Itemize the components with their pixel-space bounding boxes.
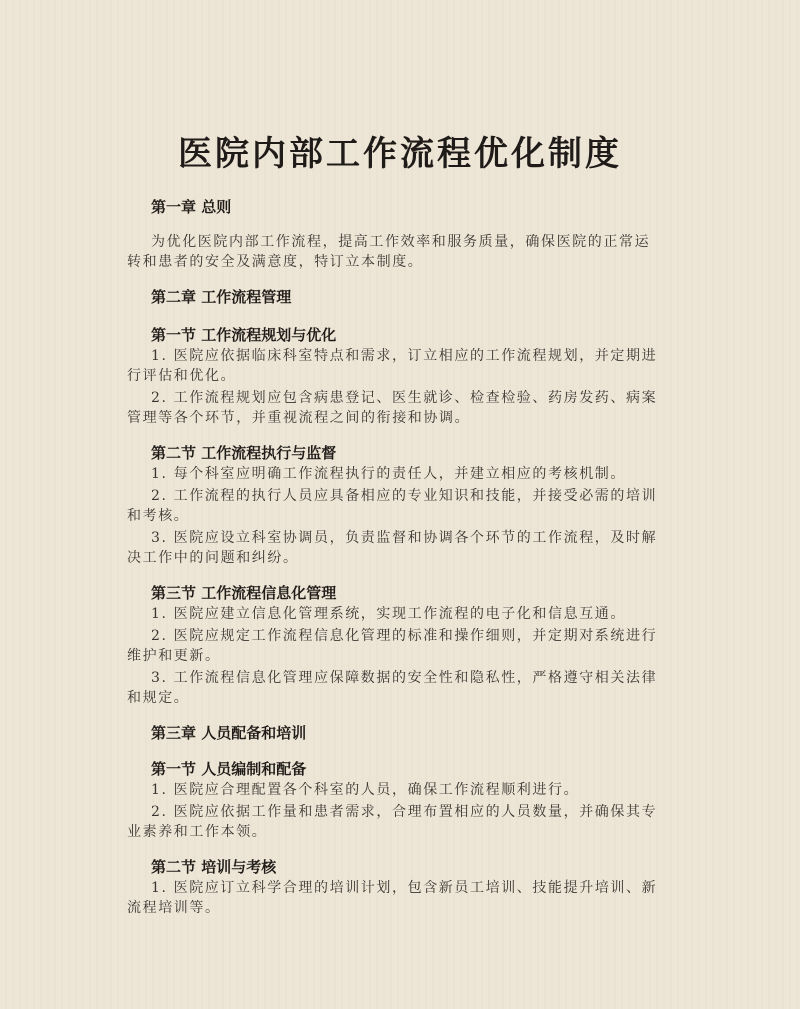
section-heading: 第二节 培训与考核	[151, 858, 277, 876]
chapter-heading: 第一章 总则	[151, 198, 232, 216]
paragraph: 为优化医院内部工作流程，提高工作效率和服务质量，确保医院的正常运转和患者的安全及满意度，特订立本制度。	[127, 234, 651, 270]
document-title: 医院内部工作流程优化制度	[178, 134, 622, 174]
section-heading: 第一节 工作流程规划与优化	[151, 326, 337, 344]
chapter-heading: 第三章 人员配备和培训	[151, 724, 307, 742]
section-heading: 第一节 人员编制和配备	[151, 760, 307, 778]
paragraph: 1. 医院应依据临床科室特点和需求，订立相应的工作流程规划，并定期进行评估和优化。	[127, 348, 658, 384]
paragraph: 3. 医院应设立科室协调员，负责监督和协调各个环节的工作流程，及时解决工作中的问题和纠纷。	[127, 530, 658, 566]
paragraph: 2. 医院应依据工作量和患者需求，合理布置相应的人员数量，并确保其专业素养和工作本领。	[127, 804, 658, 840]
paragraph: 1. 医院应合理配置各个科室的人员，确保工作流程顺利进行。	[151, 782, 580, 798]
paragraph: 1. 医院应订立科学合理的培训计划，包含新员工培训、技能提升培训、新流程培训等。	[127, 880, 658, 916]
paragraph: 2. 医院应规定工作流程信息化管理的标准和操作细则，并定期对系统进行维护和更新。	[127, 628, 658, 664]
paragraph: 1. 医院应建立信息化管理系统，实现工作流程的电子化和信息互通。	[151, 606, 627, 622]
paragraph: 2. 工作流程的执行人员应具备相应的专业知识和技能，并接受必需的培训和考核。	[127, 488, 658, 524]
paragraph: 3. 工作流程信息化管理应保障数据的安全性和隐私性，严格遵守相关法律和规定。	[127, 670, 658, 706]
chapter-heading: 第二章 工作流程管理	[151, 288, 292, 306]
paragraph: 2. 工作流程规划应包含病患登记、医生就诊、检查检验、药房发药、病案管理等各个环节，并重视流程之间的衔接和协调。	[127, 390, 658, 426]
document-body	[127, 196, 662, 918]
section-heading: 第二节 工作流程执行与监督	[151, 444, 337, 462]
section-heading: 第三节 工作流程信息化管理	[151, 584, 337, 602]
paragraph: 1. 每个科室应明确工作流程执行的责任人，并建立相应的考核机制。	[151, 466, 627, 482]
